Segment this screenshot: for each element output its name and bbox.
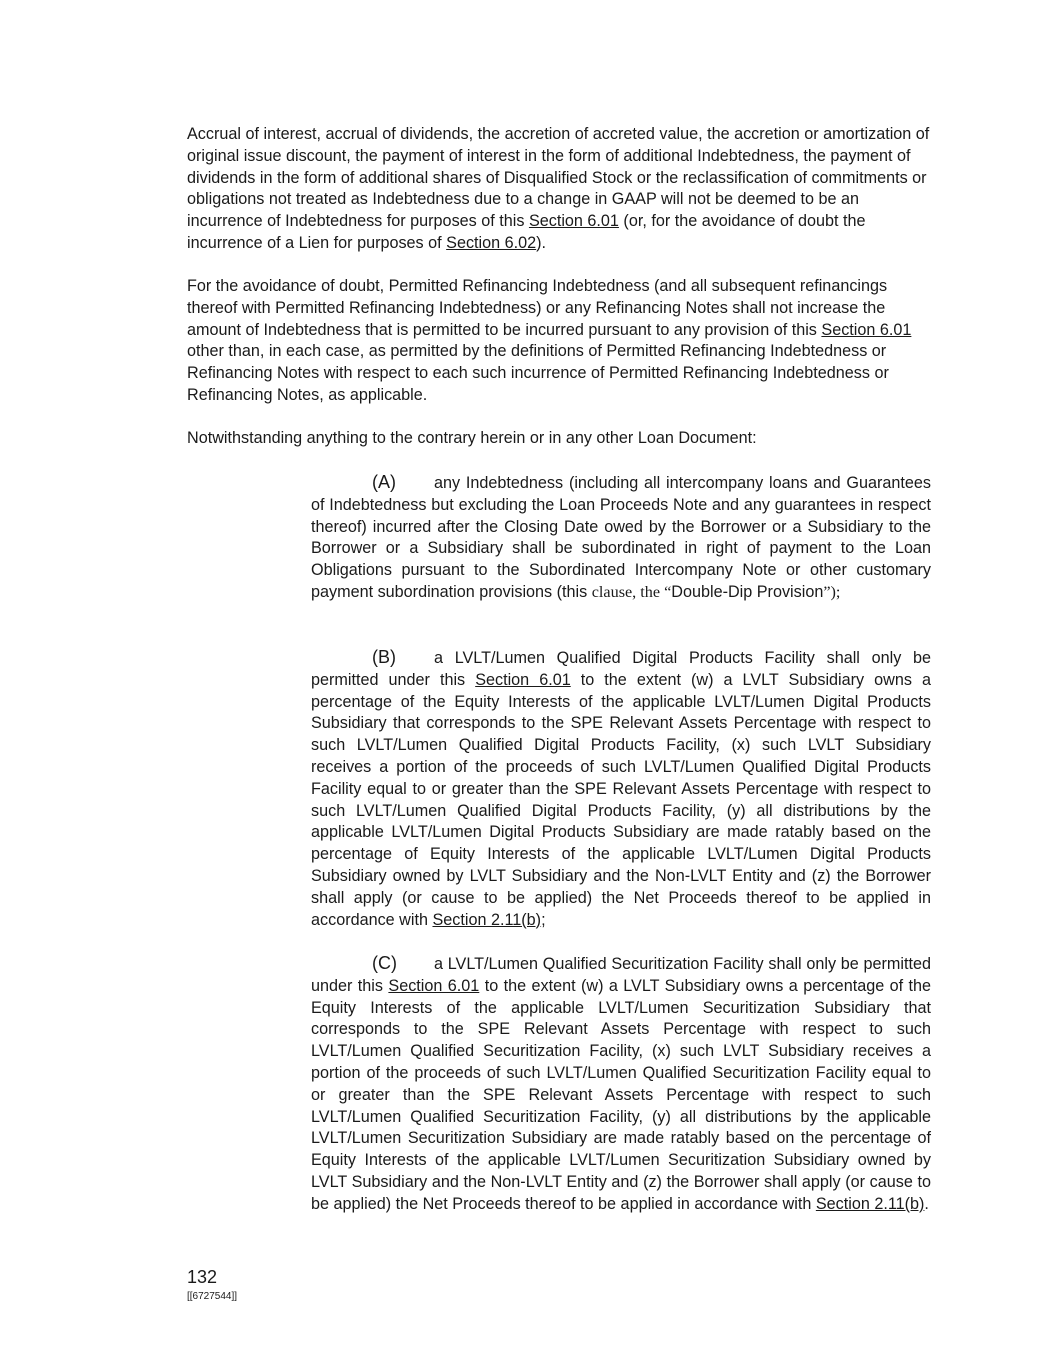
clause-text: a LVLT/Lumen Qualified Digital Products Facility shall only be permitted under this — [311, 649, 931, 689]
clause-a — [311, 472, 931, 604]
paragraph-text: ). — [536, 233, 547, 252]
page-number: 132 — [187, 1267, 218, 1287]
document-id: [[6727544]] — [187, 1291, 238, 1302]
clause-text: ; — [541, 910, 546, 929]
clause-text: a LVLT/Lumen Qualified Securitization Facility shall only be permitted under this — [311, 955, 931, 995]
paragraph-text: Accrual of interest, accrual of dividends, the accretion of accreted value, the accretion or amortization of original issue discount, the payment of interest in the form of additional Indebtedness, the payment of dividends in the form of additional shares of Disqualified Stock or the reclassification of commitments or obligations not treated as Indebtedness due to a change in GAAP will not be deemed to be an incurrence of Indebtedness for purposes of this — [187, 125, 930, 231]
clause-c — [311, 953, 931, 1216]
paragraph-text: other than, in each case, as permitted by the definitions of Permitted Refinancing Indebtedness or Refinancing Notes with respect to each such incurrence of Permitted Refinancing Indebtedness or Refinancing Notes, as applicable. — [187, 342, 889, 404]
section-reference: Section 6.01 — [528, 212, 619, 231]
paragraph-text: For the avoidance of doubt, Permitted Refinancing Indebtedness (and all subsequent refinancings thereof with Permitted Refinancing Indebtedness) or any Refinancing Notes shall not increase the amount of Indebtedness that is permitted to be incurred pursuant to any provision of this — [187, 277, 888, 339]
clause-text: to the extent (w) a LVLT Subsidiary owns a percentage of the Equity Interests of the applicable LVLT/Lumen Digital Products Subsidiary that corresponds to the SPE Relevant Assets Percentage with respect to such LVLT/Lumen Qualified Digital Products Facility, (x) such LVLT Subsidiary receives a portion of the proceeds of such LVLT/Lumen Qualified Digital Products Facility equal to or greater than the SPE Relevant Assets Percentage with respect to such LVLT/Lumen Qualified Digital Products Facility, (y) all distributions by the applicable LVLT/Lumen Digital Products Subsidiary are made ratably based on the percentage of Equity Interests of the applicable LVLT/Lumen Digital Products Subsidiary owned by LVLT Subsidiary and the Non-LVLT Entity and (z) the Borrower shall apply (or cause to be applied) the Net Proceeds thereof to be applied in accordance with — [311, 670, 932, 929]
paragraph-text: Notwithstanding anything to the contrary herein or in any other Loan Document: — [187, 429, 757, 447]
paragraph-refinancing — [187, 276, 932, 407]
clause-marker: (A) — [372, 472, 396, 492]
section-reference: Section 6.02 — [446, 233, 537, 252]
clause-text: . — [924, 1194, 929, 1213]
section-reference: Section 2.11(b) — [432, 910, 542, 929]
clause-text: to the extent (w) a LVLT Subsidiary owns a percentage of the Equity Interests of the applicable LVLT/Lumen Securitization Subsidiary that corresponds to the SPE Relevant Assets Percentage with respect to such LVLT/Lumen Qualified Securitization Facility, (x) such LVLT Subsidiary receives a portion of the proceeds of such LVLT/Lumen Qualified Securitization Facility equal to or greater than the SPE Relevant Assets Percentage with respect to such LVLT/Lumen Qualified Securitization Facility, (y) all distributions by the applicable LVLT/Lumen Securitization Subsidiary are made ratably based on the percentage of Equity Interests of the applicable LVLT/Lumen Securitization Subsidiary owned by LVLT Subsidiary and the Non-LVLT Entity and (z) the Borrower shall apply (or cause to be applied) the Net Proceeds thereof to be applied in accordance with — [311, 976, 931, 1213]
clause-marker: (B) — [372, 647, 396, 667]
section-reference: Section 6.01 — [475, 670, 571, 689]
clause-marker: (C) — [372, 953, 397, 973]
paragraph-accrual — [187, 124, 932, 255]
clause-b — [311, 647, 931, 931]
clause-text: any Indebtedness (including all intercompany loans and Guarantees of Indebtedness but excluding the Loan Proceeds Note and any guarantees in respect thereof) incurred after the Closing Date owed by the Borrower or a Subsidiary to the Borrower or a Subsidiary shall be subordinated in right of payment to the Loan Obligations pursuant to the Subordinated Intercompany Note or other customary payment subordination provisions (this — [311, 474, 931, 601]
section-reference: Section 6.01 — [388, 976, 480, 995]
section-reference: Section 6.01 — [821, 320, 912, 339]
defined-term: Double-Dip Provision — [671, 582, 824, 601]
clause-text: ”); — [823, 582, 841, 601]
paragraph-notwithstanding — [187, 428, 932, 450]
clause-text: clause, the “ — [591, 582, 672, 601]
section-reference: Section 2.11(b) — [815, 1194, 925, 1213]
paragraph-text: (or, for the avoidance of doubt the incurrence of a Lien for purposes of — [187, 212, 866, 252]
